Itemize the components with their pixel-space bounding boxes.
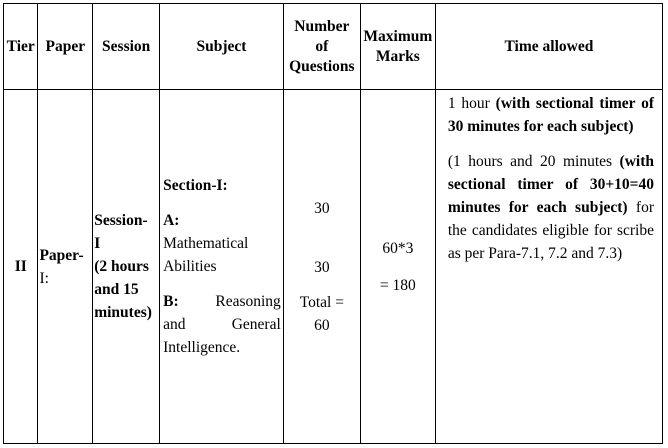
session-line-5: minutes) [94, 304, 152, 321]
time-p2-plain-end: for the candidates eligible for scribe as per Para-7.1, 7.2 and 7.3) [447, 199, 654, 262]
header-number-of-questions [283, 4, 360, 90]
subject-b-and: and [163, 316, 186, 333]
subject-a-label: A: [163, 212, 180, 229]
time-allowed-cell [435, 90, 662, 444]
max-marks-line-2: = 180 [379, 276, 416, 294]
time-p1-bold: (with sectional timer of 30 minutes for each subject) [447, 95, 654, 135]
session-line-4: and 15 [94, 281, 139, 298]
session-line-1: Session- [94, 212, 148, 229]
subject-b-line-2 [163, 313, 281, 336]
section-title: Section-I: [163, 177, 228, 194]
subject-a-line-1: Mathematical [163, 235, 249, 252]
paper-cell [38, 90, 93, 444]
header-questions-line: Questions [289, 57, 355, 75]
paper-number: I: [39, 269, 49, 287]
subject-b-line-1 [163, 290, 281, 313]
questions-total-value: 60 [314, 316, 330, 334]
questions-a: 30 [314, 199, 330, 217]
header-number-line: Number [294, 17, 350, 35]
paper-label: Paper- [39, 246, 84, 264]
questions-total-label: Total = [299, 293, 344, 311]
subject-b-line-3: Intelligence. [163, 339, 241, 356]
header-maximum-line: Maximum [363, 27, 433, 45]
table-row [4, 90, 663, 444]
questions-b: 30 [314, 258, 330, 276]
header-of-line: of [315, 37, 329, 55]
exam-schedule-table [3, 3, 663, 444]
header-session: Session [93, 4, 160, 90]
time-paragraph-1 [448, 92, 654, 138]
session-cell [93, 90, 160, 444]
tier-cell: II [4, 90, 38, 444]
session-line-2: I [94, 235, 101, 252]
subject-a-line-2: Abilities [163, 258, 217, 275]
header-row [4, 4, 663, 90]
header-marks-line: Marks [375, 47, 420, 65]
header-paper: Paper [38, 4, 93, 90]
header-maximum-marks [360, 4, 435, 90]
time-p1-plain: 1 hour [447, 95, 496, 112]
time-p2-bold: (with sectional timer of 30+10=40 minutes for each subject) [447, 153, 654, 216]
header-tier: Tier [4, 4, 38, 90]
max-marks-line-1: 60*3 [382, 239, 414, 257]
subject-cell [160, 90, 284, 444]
header-subject: Subject [160, 4, 284, 90]
subject-b-label: B: [163, 293, 179, 310]
subject-b-word: Reasoning [215, 293, 281, 310]
header-time-allowed: Time allowed [435, 4, 662, 90]
max-marks-cell [360, 90, 435, 444]
questions-cell [283, 90, 360, 444]
subject-b-general: General [231, 316, 281, 333]
time-paragraph-2 [448, 150, 654, 265]
time-p2-plain-start: (1 hours and 20 minutes [447, 153, 620, 170]
session-line-3: (2 hours [94, 258, 149, 275]
